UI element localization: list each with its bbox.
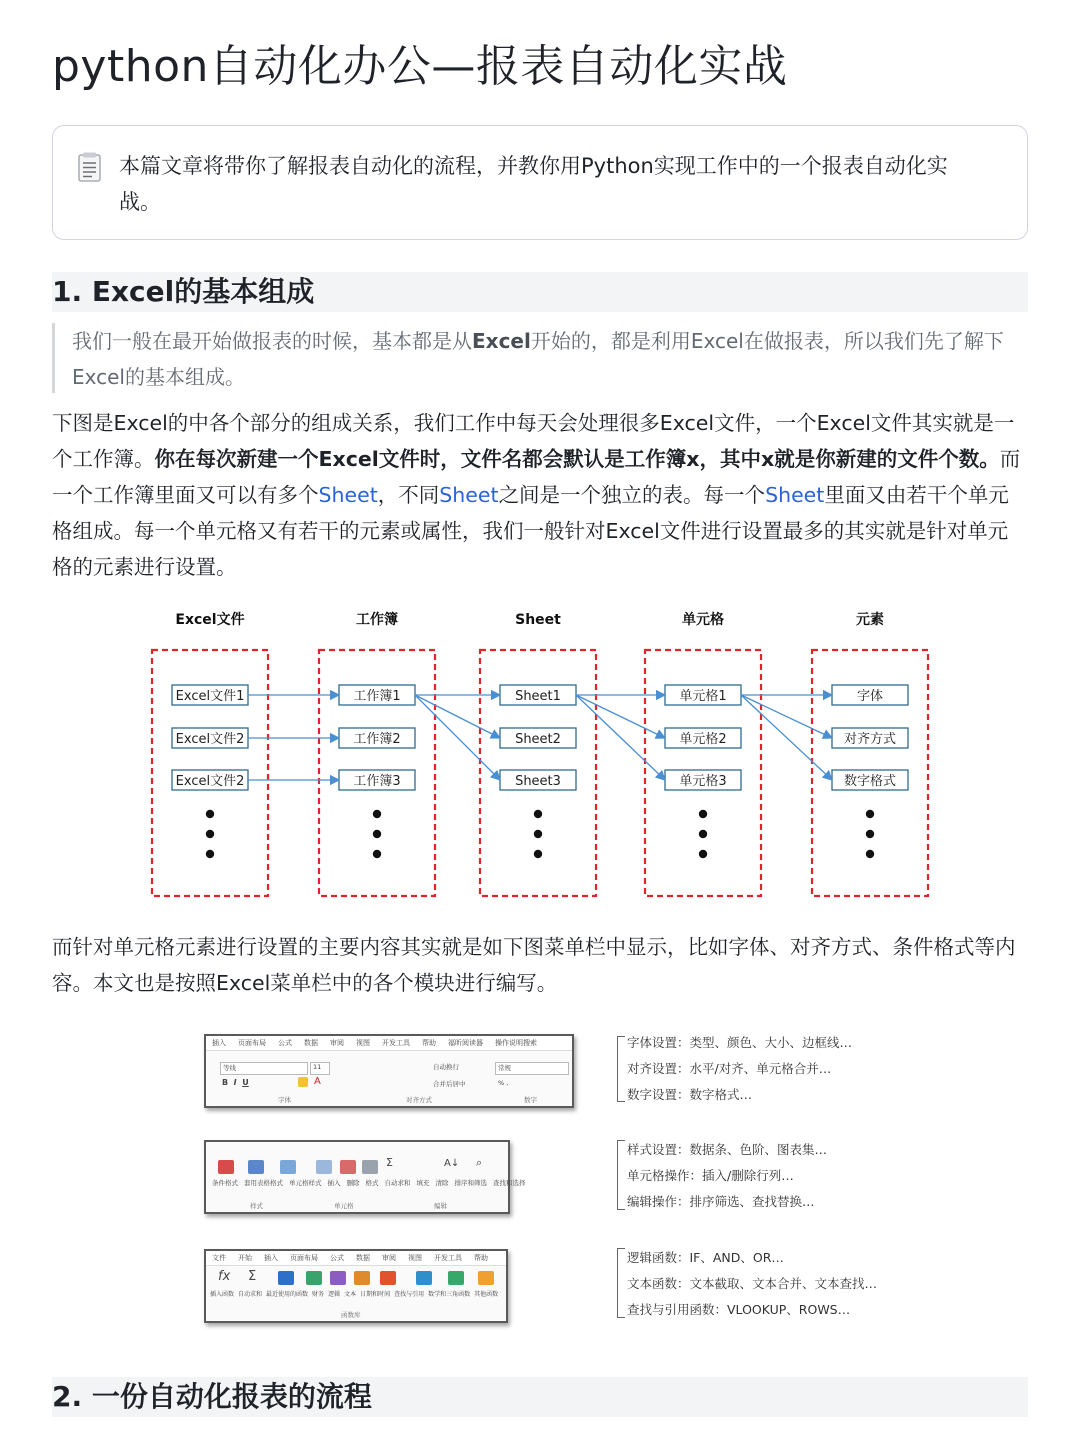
- diagram-arrow: [741, 695, 832, 780]
- diagram-arrow: [741, 695, 832, 738]
- ribbon-home-font: [204, 1034, 574, 1108]
- note-item: 对齐设置：水平/对齐、单元格合并…: [627, 1061, 832, 1076]
- ribbon-menu-bar: [206, 1036, 572, 1051]
- ribbon-menu-item[interactable]: 删除: [346, 1179, 360, 1187]
- math-trig-icon[interactable]: [448, 1271, 464, 1285]
- diagram-column-header: 单元格: [682, 612, 724, 628]
- note-item: 逻辑函数：IF、AND、OR…: [627, 1250, 784, 1265]
- insert-cells-icon[interactable]: [316, 1160, 332, 1174]
- bold-button[interactable]: B I U: [222, 1078, 249, 1087]
- quote-text: 我们一般在最开始做报表的时候，基本都是从: [72, 329, 472, 353]
- ribbon-menu-item[interactable]: 公式: [278, 1039, 292, 1047]
- diagram-node-label: 工作簿2: [353, 732, 401, 747]
- diagram-node-label: Excel文件2: [175, 774, 245, 789]
- note-item: 样式设置：数据条、色阶、图表集…: [627, 1142, 828, 1157]
- intro-callout: [52, 125, 1028, 240]
- diagram-node-label: 对齐方式: [843, 732, 897, 747]
- ribbon-menu-item[interactable]: 视图: [356, 1039, 370, 1047]
- quote-text-end: 开始的，都是利用Excel在做报表，所以我们先了解下Excel的基本组成。: [72, 329, 1004, 389]
- diagram-ellipsis-dot: [866, 850, 874, 858]
- sheet-link[interactable]: Sheet: [439, 483, 499, 507]
- section-1-heading: 1. Excel的基本组成: [52, 272, 1028, 312]
- lookup-reference-icon[interactable]: [416, 1271, 432, 1285]
- callout-text: 本篇文章将带你了解报表自动化的流程，并教你用Python实现工作中的一个报表自动化实战。: [119, 154, 948, 214]
- group-label: 数字: [524, 1096, 537, 1104]
- merge-center-label: 合并后居中: [433, 1080, 466, 1088]
- para-text: 而一个工作簿里面又可以有多个: [52, 447, 1021, 507]
- diagram-ellipsis-dot: [206, 810, 214, 818]
- ribbon-menu-item[interactable]: 单元格样式: [289, 1179, 322, 1187]
- diagram-node-label: 工作簿1: [353, 689, 401, 704]
- ribbon-menu-item[interactable]: 页面布局: [238, 1039, 266, 1047]
- diagram-arrow: [415, 695, 500, 780]
- brace: [617, 1036, 625, 1102]
- ribbon-menu-item[interactable]: 自动求和: [384, 1179, 411, 1187]
- ribbon-menu-bar: [206, 1251, 506, 1266]
- diagram-node-label: Sheet2: [515, 732, 561, 747]
- diagram-node-label: Sheet1: [515, 689, 561, 704]
- ribbon-menu-item[interactable]: 开发工具: [382, 1039, 410, 1047]
- note-item: 数字设置：数字格式…: [627, 1087, 753, 1102]
- group-label: 样式: [250, 1202, 263, 1210]
- diagram-ellipsis-dot: [866, 810, 874, 818]
- recent-functions-icon[interactable]: [278, 1271, 294, 1285]
- ribbon-menu-item[interactable]: 查找与引用: [394, 1291, 425, 1298]
- sort-filter-icon[interactable]: A↓: [444, 1158, 460, 1169]
- number-format-value: 常规: [498, 1064, 511, 1072]
- diagram-node-label: Excel文件1: [175, 689, 245, 704]
- ribbon-menu-item[interactable]: 数据: [356, 1254, 370, 1262]
- ribbon-menu-item[interactable]: 套用表格格式: [244, 1179, 283, 1187]
- diagram-ellipsis-dot: [534, 850, 542, 858]
- section-1-paragraph: [52, 405, 1028, 585]
- memo-icon: [77, 152, 103, 182]
- ribbon-menu-item[interactable]: 填充: [416, 1179, 430, 1187]
- ribbon-menu-item[interactable]: 文件: [212, 1254, 226, 1262]
- diagram-ellipsis-dot: [699, 810, 707, 818]
- quote-bold: Excel: [472, 329, 531, 353]
- ribbon-menu-item[interactable]: 帮助: [474, 1254, 488, 1262]
- ribbon-3-notes: [627, 1245, 877, 1323]
- ribbon-menu-item[interactable]: 插入: [264, 1254, 278, 1262]
- ribbon-menu-item[interactable]: 视图: [408, 1254, 422, 1262]
- font-size-value: 11: [313, 1063, 322, 1071]
- insert-function-icon[interactable]: fx: [218, 1269, 231, 1284]
- number-format-select[interactable]: [495, 1062, 569, 1075]
- para-text: 里面又由若干个单元格组成。每一个单元格又有若干的元素或属性，我们一般针对Excel文件进行设置最多的其实就是针对单元格的元素进行设置。: [52, 483, 1009, 579]
- diagram-node-label: 单元格1: [679, 689, 727, 704]
- font-size-select[interactable]: [310, 1062, 330, 1075]
- note-item: 单元格操作：插入/删除行列…: [627, 1168, 794, 1183]
- diagram-node-label: Excel文件2: [175, 732, 245, 747]
- brace: [617, 1140, 625, 1210]
- ribbon-2-notes: [627, 1137, 827, 1215]
- font-name-value: 等线: [223, 1064, 236, 1072]
- ribbon-home-styles: [204, 1140, 526, 1214]
- para-text: ，不同: [377, 483, 440, 507]
- font-name-select[interactable]: [220, 1062, 308, 1075]
- group-label: 编辑: [434, 1202, 447, 1210]
- wrap-text-button[interactable]: [433, 1062, 459, 1071]
- ribbon-menu-item[interactable]: 帮助: [422, 1039, 436, 1047]
- ribbon-menu-item[interactable]: 开始: [238, 1254, 252, 1262]
- table-format-icon[interactable]: [248, 1160, 264, 1174]
- group-label: 对齐方式: [406, 1096, 432, 1104]
- ribbon-tool-labels: [212, 1178, 526, 1187]
- ribbon-menu-item[interactable]: 插入: [212, 1039, 226, 1047]
- percent-icon[interactable]: % ,: [498, 1079, 509, 1087]
- ribbon-menu-item[interactable]: 福昕阅读器: [448, 1039, 483, 1047]
- ribbon-menu-item[interactable]: 插入函数: [210, 1291, 235, 1298]
- ribbon-menu-item[interactable]: 数学和三角函数: [428, 1291, 471, 1298]
- ribbon-menu-item[interactable]: 其他函数: [474, 1291, 499, 1298]
- ribbon-menu-item[interactable]: 最近使用的函数: [266, 1291, 309, 1298]
- diagram-node-label: 数字格式: [843, 774, 897, 789]
- ribbon-menu-item[interactable]: 格式: [365, 1179, 379, 1187]
- ribbon-menu-item[interactable]: 财务: [312, 1291, 325, 1298]
- ribbon-menu-item[interactable]: 开发工具: [434, 1254, 462, 1262]
- ribbon-menu-item[interactable]: 操作说明搜索: [495, 1039, 537, 1047]
- excel-structure-diagram: [140, 600, 940, 910]
- ribbon-menu-item[interactable]: 文本: [344, 1291, 357, 1298]
- diagram-ellipsis-dot: [206, 830, 214, 838]
- autosum-icon[interactable]: Σ: [386, 1156, 393, 1169]
- ribbon-menu-item[interactable]: 日期和时间: [360, 1291, 391, 1298]
- page-title: python自动化办公—报表自动化实战: [52, 41, 788, 92]
- diagram-node-label: 单元格2: [679, 732, 727, 747]
- brace: [617, 1248, 625, 1318]
- group-label: 函数库: [341, 1311, 361, 1319]
- ribbon-menu-item[interactable]: 清除: [435, 1179, 449, 1187]
- ribbon-menu-item[interactable]: 审阅: [330, 1039, 344, 1047]
- ribbon-menu-item[interactable]: 数据: [304, 1039, 318, 1047]
- diagram-column-header: 元素: [856, 612, 884, 628]
- diagram-ellipsis-dot: [206, 850, 214, 858]
- diagram-ellipsis-dot: [866, 830, 874, 838]
- para-bold: 你在每次新建一个Excel文件时，文件名都会默认是工作簿x，其中x就是你新建的文件个数。: [154, 447, 1000, 471]
- section-2-heading: 2. 一份自动化报表的流程: [52, 1377, 1028, 1417]
- sheet-link[interactable]: Sheet: [318, 483, 378, 507]
- ribbon-menu-item[interactable]: 审阅: [382, 1254, 396, 1262]
- sheet-link[interactable]: Sheet: [765, 483, 825, 507]
- wrap-text-label: 自动换行: [433, 1063, 459, 1071]
- diagram-node-label: 工作簿3: [353, 774, 401, 789]
- diagram-node-label: Sheet3: [515, 774, 561, 789]
- date-time-icon[interactable]: [380, 1271, 396, 1285]
- fill-color-icon[interactable]: [298, 1077, 308, 1087]
- diagram-ellipsis-dot: [534, 810, 542, 818]
- ribbon-menu-item[interactable]: 逻辑: [328, 1291, 341, 1298]
- para-text: 之间是一个独立的表。每一个: [498, 483, 766, 507]
- note-item: 编辑操作：排序筛选、查找替换…: [627, 1194, 815, 1209]
- ribbon-menu-item[interactable]: 条件格式: [212, 1179, 238, 1187]
- delete-cells-icon[interactable]: [340, 1160, 356, 1174]
- para-text: 下图是Excel的中各个部分的组成关系，我们工作中每天会处理很多Excel文件，一个Excel文件其实就是一个工作簿。: [52, 411, 1015, 471]
- ribbon-menu-item[interactable]: 页面布局: [290, 1254, 318, 1262]
- diagram-arrow: [415, 695, 500, 738]
- diagram-ellipsis-dot: [534, 830, 542, 838]
- diagram-node-label: 单元格3: [679, 774, 727, 789]
- ribbon-menu-item[interactable]: 插入: [327, 1179, 341, 1187]
- note-item: 字体设置：类型、颜色、大小、边框线…: [627, 1035, 853, 1050]
- find-icon[interactable]: ⌕: [476, 1156, 483, 1169]
- group-label: 字体: [278, 1096, 291, 1104]
- ribbon-tool-labels: [210, 1289, 502, 1298]
- diagram-ellipsis-dot: [373, 830, 381, 838]
- merge-center-button[interactable]: [433, 1079, 466, 1088]
- note-item: 文本函数：文本截取、文本合并、文本查找…: [627, 1276, 878, 1291]
- diagram-arrow: [576, 695, 665, 780]
- text-function-icon[interactable]: [354, 1271, 370, 1285]
- section-1-paragraph-2: 而针对单元格元素进行设置的主要内容其实就是如下图菜单栏中显示，比如字体、对齐方式、条件格式等内容。本文也是按照Excel菜单栏中的各个模块进行编写。: [52, 935, 1016, 995]
- group-label: 单元格: [334, 1202, 354, 1210]
- ribbon-formulas: [204, 1249, 508, 1323]
- conditional-format-icon[interactable]: [218, 1160, 234, 1174]
- section-1-quote: [52, 323, 1028, 393]
- logical-icon[interactable]: [330, 1271, 346, 1285]
- diagram-column-header: 工作簿: [356, 612, 398, 628]
- format-cells-icon[interactable]: [362, 1160, 378, 1174]
- diagram-arrow: [576, 695, 665, 738]
- ribbon-1-notes: [627, 1030, 852, 1108]
- ribbon-menu-item[interactable]: 公式: [330, 1254, 344, 1262]
- diagram-ellipsis-dot: [699, 850, 707, 858]
- font-color-icon[interactable]: A: [314, 1076, 321, 1087]
- diagram-ellipsis-dot: [373, 810, 381, 818]
- note-item: 查找与引用函数：VLOOKUP、ROWS…: [627, 1302, 851, 1317]
- cell-style-icon[interactable]: [280, 1160, 296, 1174]
- ribbon-menu-item[interactable]: 排序和筛选: [454, 1179, 487, 1187]
- diagram-column-header: Sheet: [515, 612, 561, 628]
- ribbon-menu-item[interactable]: 自动求和: [238, 1291, 263, 1298]
- ribbon-menu-item[interactable]: 查找和选择: [493, 1179, 526, 1187]
- financial-icon[interactable]: [306, 1271, 322, 1285]
- diagram-ellipsis-dot: [699, 830, 707, 838]
- diagram-column-header: Excel文件: [175, 612, 245, 628]
- diagram-node-label: 字体: [856, 689, 884, 704]
- autosum-icon[interactable]: Σ: [248, 1269, 257, 1284]
- more-functions-icon[interactable]: [478, 1271, 494, 1285]
- diagram-ellipsis-dot: [373, 850, 381, 858]
